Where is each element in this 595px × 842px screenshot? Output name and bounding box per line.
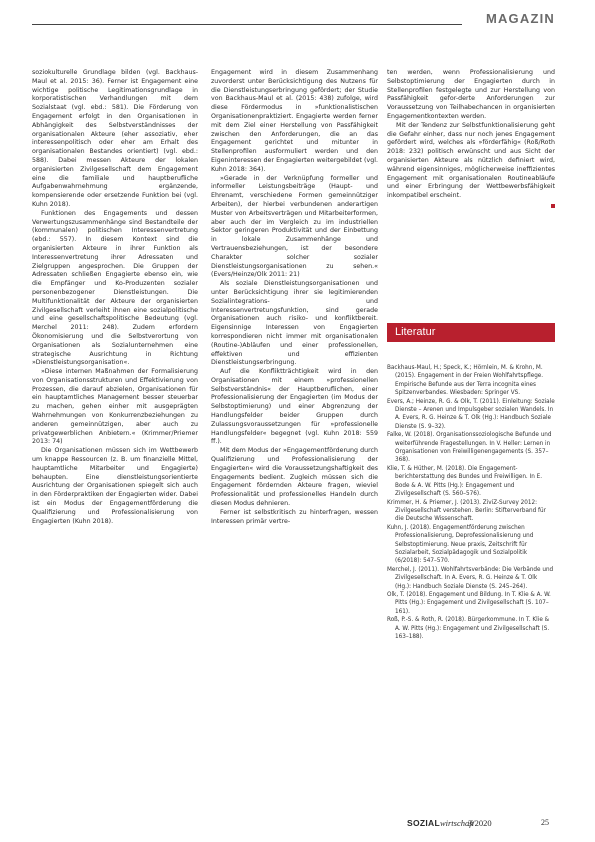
reference-item: Falke, W. (2018). Organisationssoziologische Befunde und weiterführende Fragestellungen. In V. Heller: Lernen in Organisationen von Freiwilligenengagements (S. 357–368). [387, 432, 552, 464]
literature-heading: Literatur [395, 326, 436, 338]
issue-number: 3/2020 [468, 818, 492, 828]
reference-item: Evers, A.; Heinze, R. G. & Olk, T. (2011). Einleitung: Soziale Dienste – Arenen und Impulsgeber sozialen Wandels. In A. Evers, R. G. Heinze & T. Olk (Hg.): Handbuch Soziale Dienste (S. 9–32). [387, 398, 555, 430]
brand-italic: wirtschaft [439, 818, 474, 828]
page-number: 25 [541, 818, 549, 827]
paragraph: Mit dem Modus der »Engagementförderung durch Qualifizierung und Professionalisierung der Engagierten« wird die Voraussetzungshaftigkeit des Engagements bedient. Zugleich müssen sich die Engagement fördernden Akteure fragen, wieviel Professionalität und professionelles Handeln durch diesen Modus dehnieren. [211, 447, 378, 508]
text-column-3 [387, 69, 555, 212]
page-footer [0, 818, 595, 832]
paragraph: Ferner ist selbstkritisch zu hinterfragen, wessen Interessen primär vertre- [211, 508, 378, 525]
reference-item: Roß, P.-S. & Roth, R. (2018). Bürgerkommune. In T. Klie & A. W. Pitts (Hg.): Engagement und Zivilgesellschaft (S. 163–188). [387, 617, 550, 640]
brand-bold: SOZIAL [407, 818, 440, 828]
reference-item: Olk, T. (2018). Engagement und Bildung. In T. Klie & A. W. Pitts (Hg.): Engagement und Zivilgesellschaft (S. 107–161). [387, 591, 551, 615]
reference-item: Merchel, J. (2011). Wohlfahrtsverbände: Die Verbände und Zivilgesellschaft. In A. Evers, R. G. Heinze & T. Olk (Hg.): Handbuch Soziale Dienste (S. 245–264). [387, 566, 554, 590]
magazine-brand [407, 818, 474, 829]
block-quote: »Gerade in der Verknüpfung formeller und informeller Leistungsbeiträge (Haupt- und Ehrenamt, verschiedene Formen gemeinnütziger Arbeiten), der hierbei verbundenen anderartigen Muster von Arbeitsverträgen und Mitarbeiterformen, aber auch der im Vergleich zu im industriellen Sektor geringeren Produktivität und der Einbettung in lokale Zusammenhänge und Vertrauensbeziehungen, ist der besondere Charakter solcher sozialer Dienstleistungsorganisationen zu sehen.« (Evers/Heinze/Olk 2011: 21) [211, 174, 378, 279]
reference-item: Klie, T. & Hüther, M. (2018). Die Engagement-berichterstattung des Bundes und Freiwilligen. In E. Bode & A. W. Pitts (Hg.): Engagement und Zivilgesellschaft (S. 560–576). [387, 465, 543, 498]
text-column-1 [32, 69, 198, 526]
reference-item: Kuhn, J. (2018). Engagementförderung zwischen Professionalisierung, Deprofessionalisierung und Selbstoptimierung. Neue praxis, Zeitschrift für Sozialarbeit, Sozialpädagogik und Sozialpolitik (6/2018): 547–570. [387, 524, 534, 565]
reference-item: Backhaus-Maul, H.; Speck, K.; Hörnlein, M. & Krohn, M. (2015). Engagement in der Freien Wohlfahrtspflege. Empirische Befunde aus der Terra incognita eines Spitzenverbandes. Wiesbaden: Springer VS. [387, 365, 544, 397]
paragraph: Als soziale Dienstleistungsorganisationen und unter Berücksichtigung ihrer sie legitimierenden Sozialintegrations- und Interessenvertretungsfunktion, sind gerade Organisationen auch risiko- und konfliktbereit. Eigensinnige Interessen von Engagierten korrespondieren nicht immer mit organisationalen (Routine-)Abläufen und einer professionellen, effektiven und effizienten Dienstleistungserbringung. [211, 280, 378, 367]
paragraph: Funktionen des Engagements und dessen Verwertungszusammenhänge sind Bestandteile der (kommunalen) politischen Interessenvertretung (ebd.: 557). In diesem Kontext sind die organisierten Akteure in ihrer Funktion als Interessenvertretung ihrer Adressaten und Zielgruppen angesprochen. Die Gruppen der Adressaten schließen Engagierte ebenso ein, wie die Empfänger und Ko-Produzenten sozialer personenbezogener Dienstleistungen. Die Multifunktionalität der Akteure der organisierten Zivilgesellschaft verleiht ihnen eine sozialpolitische und eine gesellschaftspolitische Bedeutung (vgl. Merchel 2011: 248). Zudem erfordern Ökonomisierung und die Selbstverortung von Organisationen als Sozialunternehmen eine strategische Ausrichtung in Richtung »Dienstleistungsorganisation«. [32, 209, 198, 367]
paragraph: Mit der Tendenz zur Selbstfunktionalisierung geht die Gefahr einher, dass nur noch jenes Engagement gefördert wird, welches als »förderfähig« (Roß/Roth 2018: 232) politisch erwünscht und aus Sicht der organisierten Akteure als nützlich definiert wird, während eigensinniges, möglicherweise ineffizientes Engagement mit organisationalen Routineabläufe und einer Erbringung der Wettbewerbsfähigkeit inkompatibel erscheint. [387, 121, 555, 200]
article-end-marker [387, 203, 555, 212]
literature-heading-box [387, 323, 555, 342]
header-rule [32, 24, 462, 25]
reference-item: Krimmer, H. & Priemer, J. (2013). ZiviZ-Survey 2012: Zivilgesellschaft verstehen. Berlin: Stifterverband für die Deutsche Wissenschaft. [387, 499, 546, 523]
block-quote: »Diese internen Maßnahmen der Formalisierung von Organisationsstrukturen und Effektivierung von Prozessen, die darauf abzielen, Organisationen für ein hauptamtliches Management besser steuerbar zu machen, gehen einher mit ausgeprägten Wahrnehmungen von Konkurrenzbeziehungen zu anderen gemeinnützigen, aber auch zu privatgewerblichen Anbietern.« (Krimmer/Priemer 2013: 74) [32, 368, 198, 446]
end-square-icon [551, 204, 555, 208]
text-column-2 [211, 69, 378, 526]
paragraph: soziokulturelle Grundlage bilden (vgl. Backhaus-Maul et al. 2015: 36). Ferner ist Engagement eine wichtige politische Legitimationsgrundlage in korporatistischen Verhandlungen mit dem Sozialstaat (vgl. ebd.: 581). Die Förderung von Engagement erfolgt in den Organisationen in Abhängigkeit des Selbstverständnisses der organisationalen Akteure (eher assoziativ, eher interessenpolitisch oder eher am Erhalt des organisationalen Bestandes orientiert) (vgl. ebd.: 588). Dabei messen Akteure der lokalen organisierten Zivilgesellschaft dem Engagement eine die familiale und hauptberufliche Aufgabenwahrnehmung ergänzende, kompensierende oder ersetzende Funktion bei (vgl. Kuhn 2018). [32, 69, 198, 208]
section-label: MAGAZIN [485, 11, 555, 26]
paragraph: ten werden, wenn Professionalisierung und Selbstoptimierung der Engagierten durch in Stellenprofilen festgelegte und zur Herstellung von Passfähigkeit gefor-derte Anforderungen zur Voraussetzung von Teilhabechancen in organisierten Engagementkontexten werden. [387, 69, 555, 120]
paragraph: Auf die Konfliktträchtigkeit wird in den Organisationen mit einem »professionellen Selbstverständnis« der Hauptberuflichen, einer Professionalisierung der Engagierten (im Modus der Selbstoptimierung) und einer Abgrenzung der Handlungsfelder beider Gruppen durch Zulassungsvoraussetzungen für »professionelle Handlungsfelder« begegnet (vgl. Kuhn 2018: 559 ff.). [211, 368, 378, 446]
paragraph: Die Organisationen müssen sich im Wettbewerb um knappe Ressourcen (z. B. um finanzielle Mittel, hauptamtliche Mitarbeiter und Engagierte) behaupten. Eine dienstleistungsorientierte Ausrichtung der Organisationen spiegelt sich auch in den Förderpraktiken der Engagierten wider. Dabei ist ein Modus der Engagementförderung die Qualifizierung und Professionalisierung von Engagierten (Kuhn 2018). [32, 447, 198, 525]
reference-list [387, 364, 555, 641]
paragraph: Engagement wird in diesem Zusammenhang zuvorderst unter Berücksichtigung des Nutzens für die Dienstleistungserbringung gefördert; der Studie von Backhaus-Maul et al. (2015: 438) zufolge, wird diese Fördermodus in »funktionalistischen Organisationenpraktiziert. Engagierte werden ferner mit dem Ziel einer Herstellung von Passfähigkeit zwischen den Anforderungen, die an das Engagement gerichtet und mitunter in Stellenprofilen ausformuliert werden und den Eigeninteressen der Engagierten weitergebildet (vgl. Kuhn 2018: 364). [211, 69, 378, 173]
